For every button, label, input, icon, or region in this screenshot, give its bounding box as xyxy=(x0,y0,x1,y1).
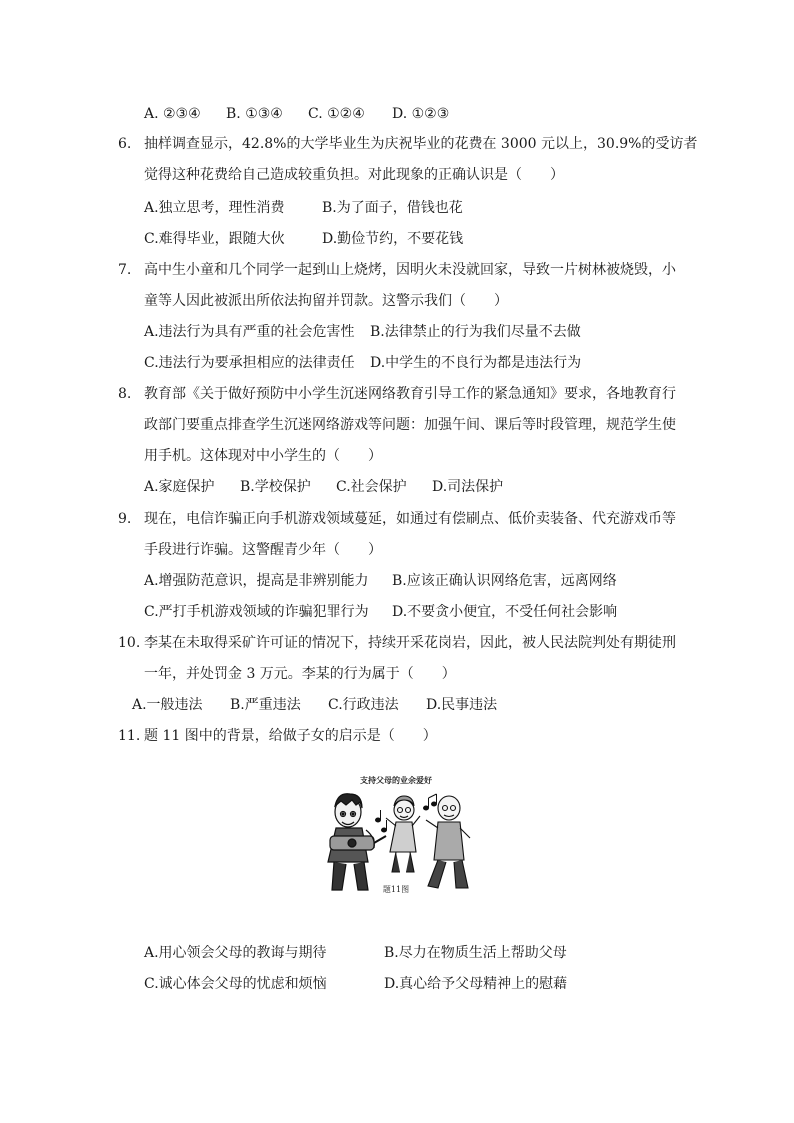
son-guitar-illustration xyxy=(328,794,386,890)
q8-stem-line-1: 教育部《关于做好预防中小学生沉迷网络教育引导工作的紧急通知》要求，各地教育行 xyxy=(144,386,676,402)
q8-option-d: D.司法保护 xyxy=(432,479,504,495)
q9-number: 9. xyxy=(118,511,132,527)
q7-option-a: A.违法行为具有严重的社会危害性 xyxy=(144,324,355,340)
q9-option-b: B.应该正确认识网络危害，远离网络 xyxy=(392,573,617,589)
q9-option-c: C.严打手机游戏领域的诈骗犯罪行为 xyxy=(144,604,369,620)
father-dancing-illustration xyxy=(426,796,470,888)
q11-option-a: A.用心领会父母的教诲与期待 xyxy=(144,945,327,961)
q11-stem-line-1: 题 11 图中的背景，给做子女的启示是（ ） xyxy=(144,728,437,744)
q6-option-c: C.难得毕业，跟随大伙 xyxy=(144,231,285,247)
q5-option-c: C. ①②④ xyxy=(308,106,365,122)
q10-option-d: D.民事违法 xyxy=(426,697,498,713)
q8-option-a: A.家庭保护 xyxy=(144,479,215,495)
q10-stem-line-2: 一年，并处罚金 3 万元。李某的行为属于（ ） xyxy=(144,666,456,682)
q10-option-c: C.行政违法 xyxy=(328,697,399,713)
q6-option-a: A.独立思考，理性消费 xyxy=(144,200,285,216)
q7-stem-line-1: 高中生小童和几个同学一起到山上烧烤，因明火未没就回家，导致一片树林被烧毁，小 xyxy=(144,262,676,278)
q6-number: 6. xyxy=(118,136,132,152)
q6-option-d: D.勤俭节约，不要花钱 xyxy=(322,231,464,247)
q11-option-b: B.尽力在物质生活上帮助父母 xyxy=(384,945,567,961)
q9-option-d: D.不要贪小便宜，不受任何社会影响 xyxy=(392,604,618,620)
q10-stem-line-1: 李某在未取得采矿许可证的情况下，持续开采花岗岩，因此，被人民法院判处有期徒刑 xyxy=(144,635,676,651)
q11-number: 11. xyxy=(118,728,141,744)
q11-figure-caption: 题11图 xyxy=(382,885,410,894)
q10-number: 10. xyxy=(118,635,141,651)
q9-stem-line-2: 手段进行诈骗。这警醒青少年（ ） xyxy=(144,542,382,558)
q8-stem-line-2: 政部门要重点排查学生沉迷网络游戏等问题：加强午间、课后等时段管理，规范学生使 xyxy=(144,417,676,433)
q8-stem-line-3: 用手机。这体现对中小学生的（ ） xyxy=(144,448,382,464)
q11-figure xyxy=(316,772,478,897)
q9-stem-line-1: 现在，电信诈骗正向手机游戏领域蔓延，如通过有偿刷点、低价卖装备、代充游戏币等 xyxy=(144,511,676,527)
q7-stem-line-2: 童等人因此被派出所依法拘留并罚款。这警示我们（ ） xyxy=(144,293,508,309)
q6-stem-line-2: 觉得这种花费给自己造成较重负担。对此现象的正确认识是（ ） xyxy=(144,167,564,183)
q10-option-a: A.一般违法 xyxy=(132,697,203,713)
q11-figure-title: 支持父母的业余爱好 xyxy=(360,776,432,785)
q11-option-c: C.诚心体会父母的忧虑和烦恼 xyxy=(144,976,327,992)
q5-option-a: A. ②③④ xyxy=(144,106,201,122)
q6-stem-line-1: 抽样调查显示，42.8%的大学毕业生为庆祝毕业的花费在 3000 元以上，30.9%的受访者 xyxy=(144,136,698,152)
q7-option-d: D.中学生的不良行为都是违法行为 xyxy=(370,355,582,371)
q5-option-b: B. ①③④ xyxy=(226,106,283,122)
q5-option-d: D. ①②③ xyxy=(392,106,450,122)
q10-option-b: B.严重违法 xyxy=(230,697,301,713)
q8-number: 8. xyxy=(118,386,132,402)
mother-dancing-illustration xyxy=(386,796,420,872)
q8-option-c: C.社会保护 xyxy=(336,479,407,495)
q9-option-a: A.增强防范意识，提高是非辨别能力 xyxy=(144,573,369,589)
q7-option-c: C.违法行为要承担相应的法律责任 xyxy=(144,355,355,371)
q7-number: 7. xyxy=(118,262,132,278)
q6-option-b: B.为了面子，借钱也花 xyxy=(322,200,463,216)
q8-option-b: B.学校保护 xyxy=(240,479,311,495)
q11-option-d: D.真心给予父母精神上的慰藉 xyxy=(384,976,568,992)
q7-option-b: B.法律禁止的行为我们尽量不去做 xyxy=(370,324,581,340)
